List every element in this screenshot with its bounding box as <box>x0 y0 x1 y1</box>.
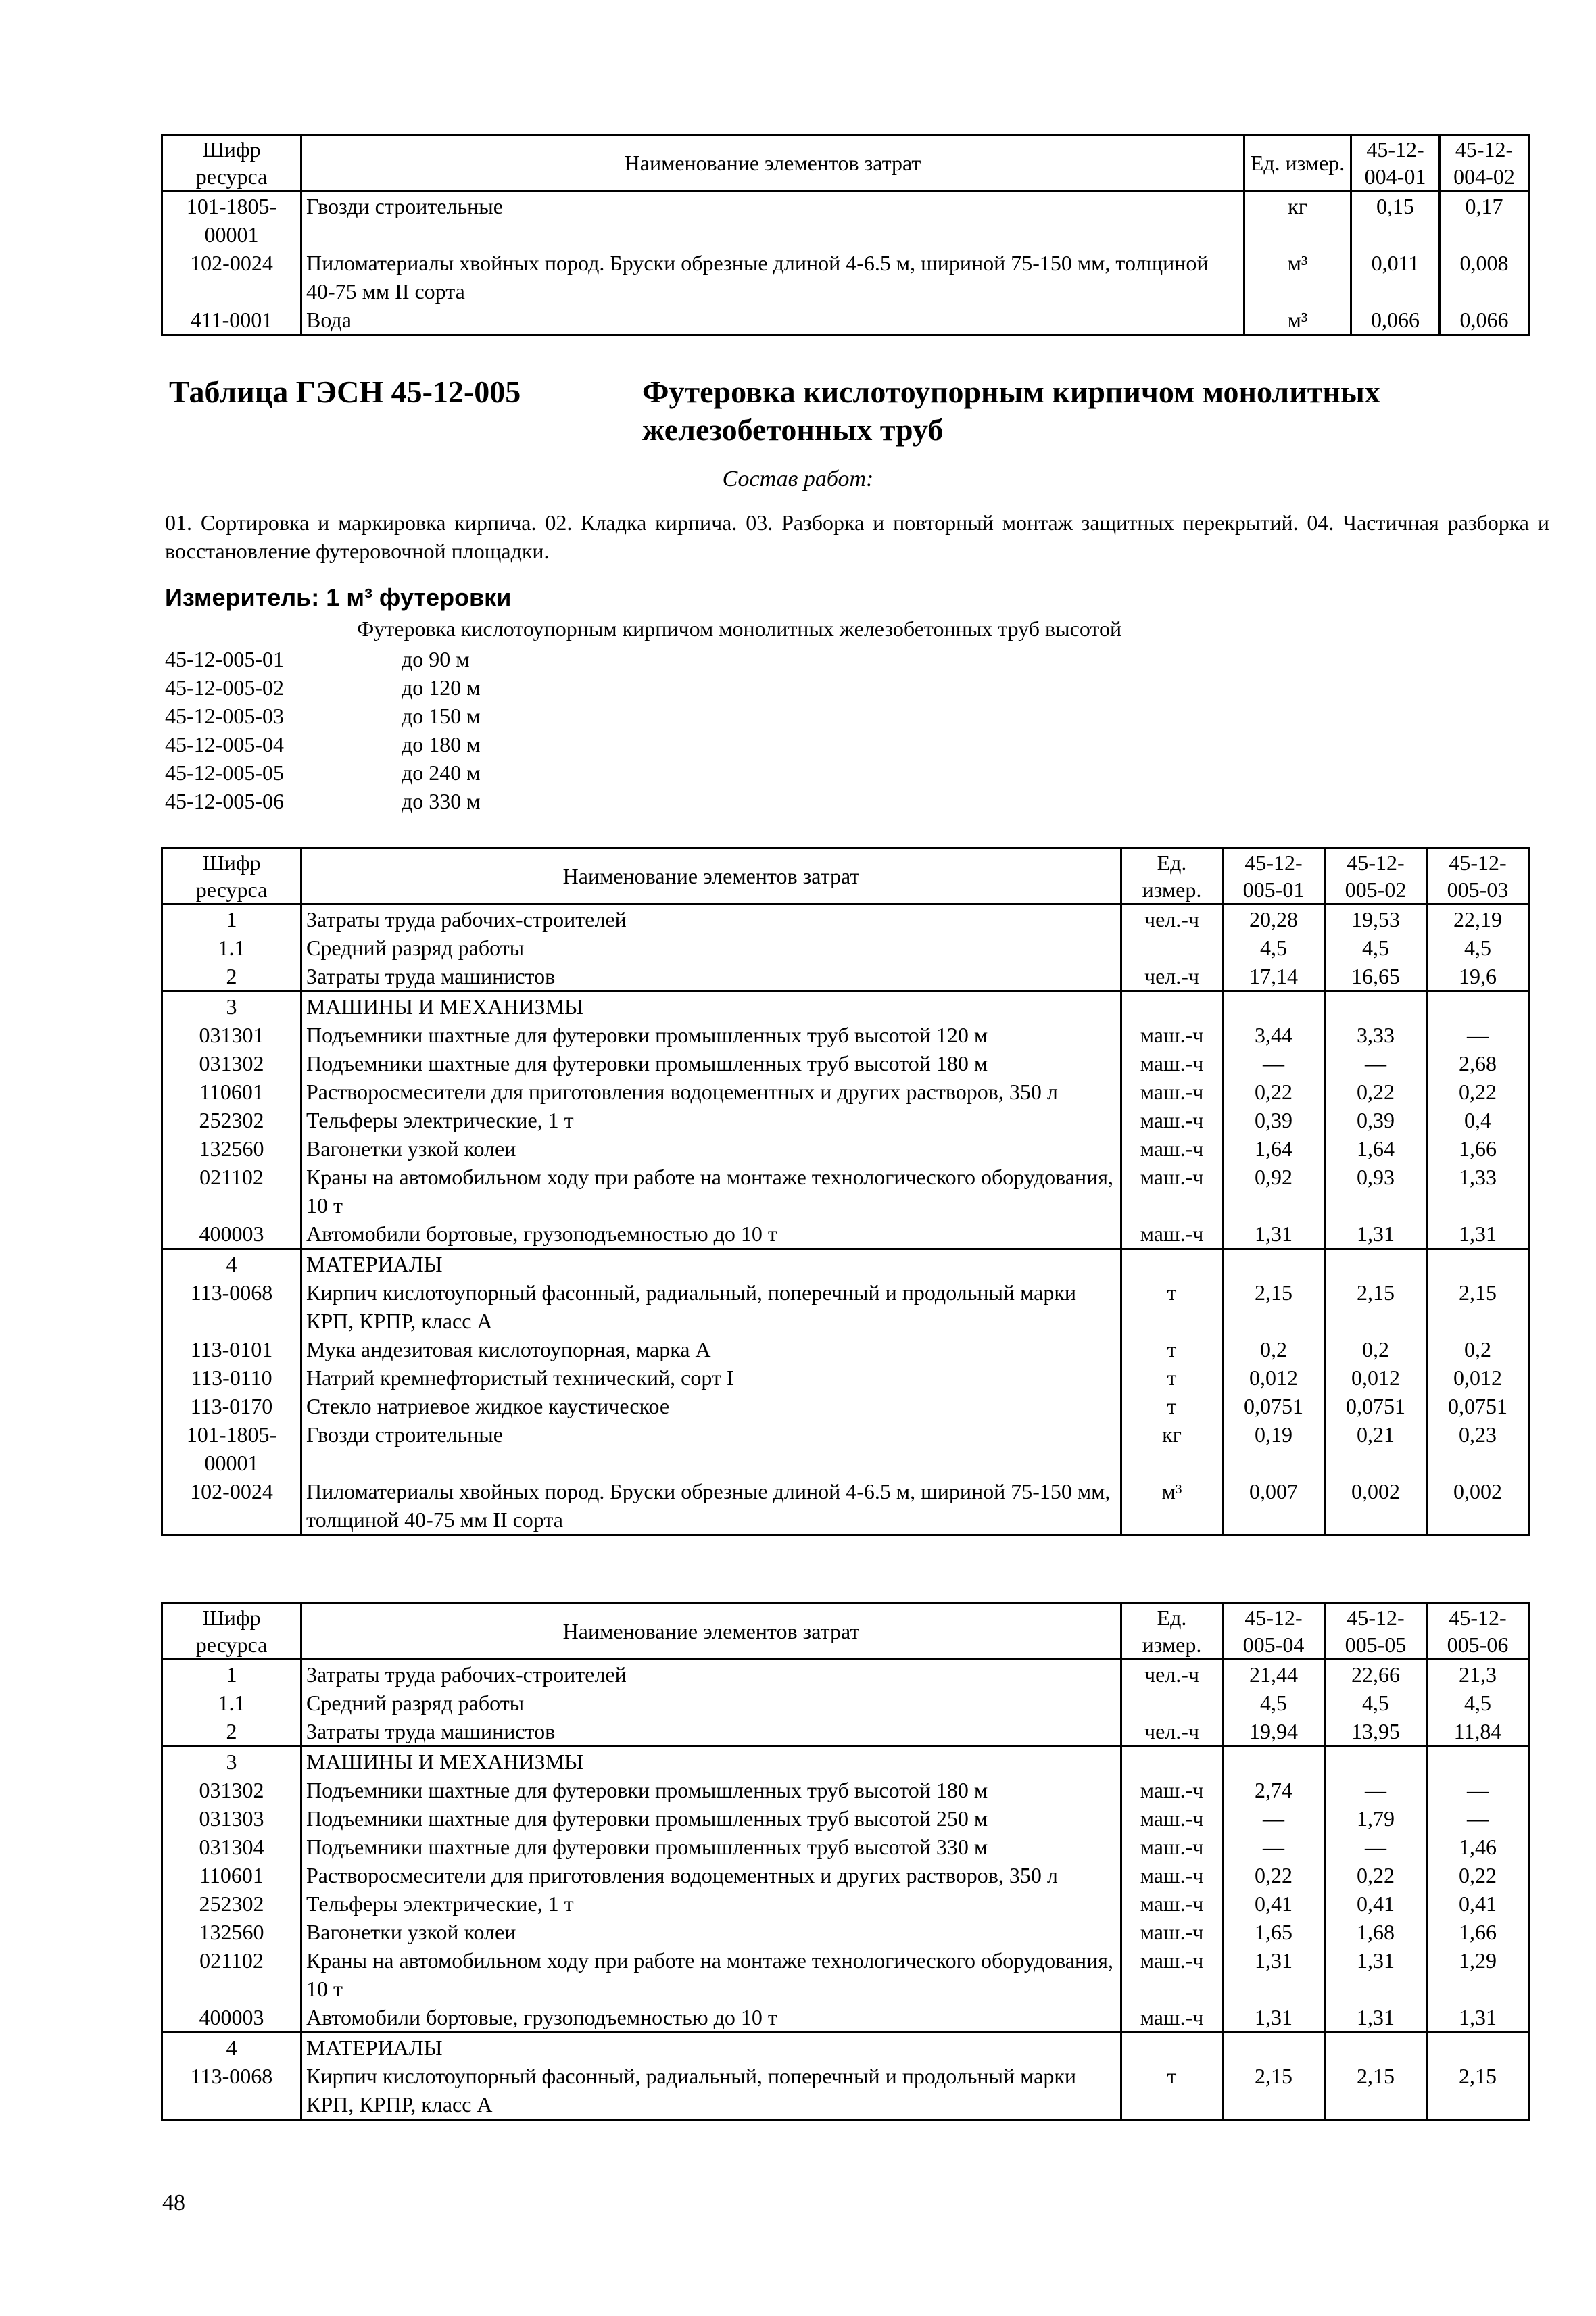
row-value: — <box>1223 1833 1325 1861</box>
row-name: Натрий кремнефтористый технический, сорт I <box>301 1364 1121 1392</box>
composition-heading: Состав работ: <box>722 466 874 491</box>
row-value: 4,5 <box>1223 1689 1325 1717</box>
table-row <box>162 1335 1529 1364</box>
row-name: Подъемники шахтные для футеровки промышленных труб высотой 180 м <box>301 1776 1121 1804</box>
variant-code: 45-12-005-04 <box>165 732 284 756</box>
section-row <box>162 1747 1529 1777</box>
row-code: 132560 <box>162 1918 301 1946</box>
row-value: 2,15 <box>1325 2062 1427 2120</box>
row-value: 4,5 <box>1325 934 1427 962</box>
header-code: Шифр ресурса <box>162 1603 301 1660</box>
row-value: 1,31 <box>1223 1946 1325 2003</box>
row-value: 1,31 <box>1223 2003 1325 2033</box>
variant-label: до 120 м <box>402 675 481 700</box>
row-value: 13,95 <box>1325 1717 1427 1747</box>
table-row <box>162 1689 1529 1717</box>
table-row <box>162 1278 1529 1335</box>
table-row <box>162 1717 1529 1747</box>
row-unit: чел.-ч <box>1121 962 1223 992</box>
row-value: 0,012 <box>1223 1364 1325 1392</box>
row-value: — <box>1427 1804 1529 1833</box>
row-value: 1,31 <box>1325 1946 1427 2003</box>
row-value: 0,0751 <box>1427 1392 1529 1420</box>
table-row <box>162 1477 1529 1535</box>
table-row <box>162 1021 1529 1049</box>
table-row <box>162 306 1529 335</box>
header-name: Наименование элементов затрат <box>301 848 1121 904</box>
row-value: 1,66 <box>1427 1134 1529 1163</box>
table-row <box>162 1364 1529 1392</box>
row-unit <box>1121 1249 1223 1279</box>
variant-code: 45-12-005-06 <box>165 789 284 813</box>
row-value: 0,41 <box>1223 1889 1325 1918</box>
row-value: — <box>1427 1021 1529 1049</box>
row-unit: маш.-ч <box>1121 1889 1223 1918</box>
row-value: 0,066 <box>1351 306 1440 335</box>
row-unit: маш.-ч <box>1121 1163 1223 1220</box>
row-value: 0,21 <box>1325 1420 1427 1477</box>
row-name: МАТЕРИАЛЫ <box>301 1249 1121 1279</box>
row-value: 21,3 <box>1427 1660 1529 1689</box>
row-value: 0,41 <box>1325 1889 1427 1918</box>
row-name: Кирпич кислотоупорный фасонный, радиальный, поперечный и продольный марки КРП, КРПР, класс А <box>301 1278 1121 1335</box>
row-unit <box>1121 934 1223 962</box>
row-value: 0,22 <box>1223 1078 1325 1106</box>
row-value <box>1325 1747 1427 1777</box>
row-value: 0,2 <box>1223 1335 1325 1364</box>
row-value: 0,93 <box>1325 1163 1427 1220</box>
table-row <box>162 1833 1529 1861</box>
table-row <box>162 934 1529 962</box>
row-value: 0,19 <box>1223 1420 1325 1477</box>
row-name: Средний разряд работы <box>301 1689 1121 1717</box>
row-value: 0,2 <box>1427 1335 1529 1364</box>
row-code: 102-0024 <box>162 249 301 306</box>
row-name: МАШИНЫ И МЕХАНИЗМЫ <box>301 1747 1121 1777</box>
row-code: 1 <box>162 904 301 934</box>
row-code: 101-1805-00001 <box>162 191 301 249</box>
row-value: 20,28 <box>1223 904 1325 934</box>
row-value: 0,002 <box>1325 1477 1427 1535</box>
row-value: — <box>1427 1776 1529 1804</box>
header-col: 45-12-005-04 <box>1223 1603 1325 1660</box>
row-name: Затраты труда рабочих-строителей <box>301 1660 1121 1689</box>
row-unit: м³ <box>1121 1477 1223 1535</box>
row-value <box>1427 1747 1529 1777</box>
row-value: 4,5 <box>1223 934 1325 962</box>
variant-row <box>165 730 481 758</box>
row-code: 1.1 <box>162 1689 301 1717</box>
row-unit: маш.-ч <box>1121 1833 1223 1861</box>
variant-code: 45-12-005-03 <box>165 704 284 728</box>
table-row <box>162 1392 1529 1420</box>
row-value: 0,15 <box>1351 191 1440 249</box>
row-value: 3,44 <box>1223 1021 1325 1049</box>
row-value: 0,008 <box>1440 249 1529 306</box>
row-code: 3 <box>162 992 301 1021</box>
variant-label: до 180 м <box>402 732 481 756</box>
row-name: МАТЕРИАЛЫ <box>301 2033 1121 2062</box>
row-value: 0,011 <box>1351 249 1440 306</box>
row-unit: маш.-ч <box>1121 1776 1223 1804</box>
row-name: Пиломатериалы хвойных пород. Бруски обрезные длиной 4-6.5 м, шириной 75-150 мм, толщиной 40-75 мм II сорта <box>301 1477 1121 1535</box>
header-col: 45-12-004-01 <box>1351 135 1440 191</box>
table-body <box>162 904 1529 1535</box>
row-unit: т <box>1121 1335 1223 1364</box>
row-value: 1,31 <box>1223 1220 1325 1249</box>
row-value <box>1427 992 1529 1021</box>
header-col: 45-12-005-06 <box>1427 1603 1529 1660</box>
row-name: Краны на автомобильном ходу при работе на монтаже технологического оборудования, 10 т <box>301 1163 1121 1220</box>
row-name: Тельферы электрические, 1 т <box>301 1106 1121 1134</box>
row-value: 1,79 <box>1325 1804 1427 1833</box>
row-value: 4,5 <box>1427 1689 1529 1717</box>
row-value: 0,4 <box>1427 1106 1529 1134</box>
row-value: 19,6 <box>1427 962 1529 992</box>
row-value: 1,46 <box>1427 1833 1529 1861</box>
row-name: Подъемники шахтные для футеровки промышленных труб высотой 120 м <box>301 1021 1121 1049</box>
row-unit: м³ <box>1244 249 1351 306</box>
row-code: 113-0068 <box>162 2062 301 2120</box>
row-code: 021102 <box>162 1946 301 2003</box>
row-name: Пиломатериалы хвойных пород. Бруски обрезные длиной 4-6.5 м, шириной 75-150 мм, толщиной 40-75 мм II сорта <box>301 249 1244 306</box>
row-code: 113-0170 <box>162 1392 301 1420</box>
row-value: 1,31 <box>1427 1220 1529 1249</box>
row-value: 0,22 <box>1427 1861 1529 1889</box>
row-name: Мука андезитовая кислотоупорная, марка А <box>301 1335 1121 1364</box>
row-value <box>1325 2033 1427 2062</box>
row-value: — <box>1223 1804 1325 1833</box>
row-name: Краны на автомобильном ходу при работе на монтаже технологического оборудования, 10 т <box>301 1946 1121 2003</box>
row-value: 17,14 <box>1223 962 1325 992</box>
row-code: 132560 <box>162 1134 301 1163</box>
row-unit: маш.-ч <box>1121 1106 1223 1134</box>
row-value: 1,31 <box>1427 2003 1529 2033</box>
row-value: 2,15 <box>1223 2062 1325 2120</box>
header-col: 45-12-005-03 <box>1427 848 1529 904</box>
row-value: 0,23 <box>1427 1420 1529 1477</box>
row-unit: маш.-ч <box>1121 1804 1223 1833</box>
table-header-row <box>162 135 1529 191</box>
row-unit: чел.-ч <box>1121 904 1223 934</box>
row-unit <box>1121 1689 1223 1717</box>
row-unit: маш.-ч <box>1121 2003 1223 2033</box>
row-value <box>1223 992 1325 1021</box>
row-value: 11,84 <box>1427 1717 1529 1747</box>
resource-table-004 <box>161 134 1530 336</box>
row-unit <box>1121 1747 1223 1777</box>
row-unit: маш.-ч <box>1121 1918 1223 1946</box>
row-name: МАШИНЫ И МЕХАНИЗМЫ <box>301 992 1121 1021</box>
table-row <box>162 1861 1529 1889</box>
table-row <box>162 1804 1529 1833</box>
row-code: 102-0024 <box>162 1477 301 1535</box>
section-row <box>162 1249 1529 1279</box>
row-value: — <box>1223 1049 1325 1078</box>
resource-table-005-b <box>161 1602 1530 2121</box>
row-value: 1,64 <box>1223 1134 1325 1163</box>
table-header-row <box>162 1603 1529 1660</box>
row-unit: маш.-ч <box>1121 1021 1223 1049</box>
table-row <box>162 2003 1529 2033</box>
row-name: Автомобили бортовые, грузоподъемностью до 10 т <box>301 2003 1121 2033</box>
row-code: 110601 <box>162 1078 301 1106</box>
table-row <box>162 191 1529 249</box>
row-value: 2,68 <box>1427 1049 1529 1078</box>
row-value: 0,2 <box>1325 1335 1427 1364</box>
row-name: Автомобили бортовые, грузоподъемностью до 10 т <box>301 1220 1121 1249</box>
row-code: 031302 <box>162 1049 301 1078</box>
variant-label: до 90 м <box>402 647 470 671</box>
header-col: 45-12-005-02 <box>1325 848 1427 904</box>
row-value: 0,002 <box>1427 1477 1529 1535</box>
row-value: 22,19 <box>1427 904 1529 934</box>
row-unit: чел.-ч <box>1121 1717 1223 1747</box>
row-value: 21,44 <box>1223 1660 1325 1689</box>
row-value: 4,5 <box>1325 1689 1427 1717</box>
row-value: 0,22 <box>1325 1861 1427 1889</box>
row-value: 0,22 <box>1223 1861 1325 1889</box>
row-code: 031303 <box>162 1804 301 1833</box>
row-unit: т <box>1121 2062 1223 2120</box>
header-code: Шифр ресурса <box>162 848 301 904</box>
table-row <box>162 1420 1529 1477</box>
row-name: Тельферы электрические, 1 т <box>301 1889 1121 1918</box>
row-value <box>1325 1249 1427 1279</box>
row-value: 22,66 <box>1325 1660 1427 1689</box>
row-value: 1,64 <box>1325 1134 1427 1163</box>
row-value: 0,22 <box>1427 1078 1529 1106</box>
table-row <box>162 1220 1529 1249</box>
row-value: 1,66 <box>1427 1918 1529 1946</box>
table-row <box>162 1889 1529 1918</box>
table-row <box>162 1660 1529 1689</box>
header-col: 45-12-005-05 <box>1325 1603 1427 1660</box>
row-value <box>1427 1249 1529 1279</box>
header-col: 45-12-004-02 <box>1440 135 1529 191</box>
variant-row <box>165 787 481 815</box>
row-code: 411-0001 <box>162 306 301 335</box>
row-name: Подъемники шахтные для футеровки промышленных труб высотой 330 м <box>301 1833 1121 1861</box>
table-row <box>162 1918 1529 1946</box>
row-code: 4 <box>162 1249 301 1279</box>
table-header-row <box>162 848 1529 904</box>
table-row <box>162 1078 1529 1106</box>
row-code: 021102 <box>162 1163 301 1220</box>
row-code: 031304 <box>162 1833 301 1861</box>
row-name: Гвозди строительные <box>301 1420 1121 1477</box>
row-unit: кг <box>1244 191 1351 249</box>
row-name: Стекло натриевое жидкое каустическое <box>301 1392 1121 1420</box>
header-unit: Ед. измер. <box>1121 848 1223 904</box>
row-name: Растворосмесители для приготовления водоцементных и других растворов, 350 л <box>301 1861 1121 1889</box>
header-unit: Ед. измер. <box>1121 1603 1223 1660</box>
row-name: Подъемники шахтные для футеровки промышленных труб высотой 250 м <box>301 1804 1121 1833</box>
row-code: 031301 <box>162 1021 301 1049</box>
table-row <box>162 1106 1529 1134</box>
row-name: Средний разряд работы <box>301 934 1121 962</box>
variant-label: до 150 м <box>402 704 481 728</box>
row-unit: м³ <box>1244 306 1351 335</box>
row-value: 0,007 <box>1223 1477 1325 1535</box>
row-code: 3 <box>162 1747 301 1777</box>
row-code: 031302 <box>162 1776 301 1804</box>
table-label: Таблица ГЭСН 45-12-005 <box>169 375 521 409</box>
operations-text: 01. Сортировка и маркировка кирпича. 02. Кладка кирпича. 03. Разборка и повторный монтаж защитных перекрытий. 04. Частичная разборка и восстановление футеровочной площадки. <box>165 510 1549 563</box>
row-value: 0,17 <box>1440 191 1529 249</box>
section-row <box>162 992 1529 1021</box>
variant-label: до 330 м <box>402 789 481 813</box>
table-row <box>162 2062 1529 2120</box>
row-code: 2 <box>162 962 301 992</box>
row-value: — <box>1325 1776 1427 1804</box>
row-code: 2 <box>162 1717 301 1747</box>
row-unit: маш.-ч <box>1121 1049 1223 1078</box>
row-value: 1,31 <box>1325 2003 1427 2033</box>
row-unit: маш.-ч <box>1121 1946 1223 2003</box>
row-value: 0,41 <box>1427 1889 1529 1918</box>
row-value: 19,94 <box>1223 1717 1325 1747</box>
row-value: 2,15 <box>1427 2062 1529 2120</box>
row-value: 1,65 <box>1223 1918 1325 1946</box>
row-code: 110601 <box>162 1861 301 1889</box>
row-name: Растворосмесители для приготовления водоцементных и других растворов, 350 л <box>301 1078 1121 1106</box>
row-code: 252302 <box>162 1889 301 1918</box>
table-row <box>162 962 1529 992</box>
row-value: 0,0751 <box>1325 1392 1427 1420</box>
row-value: 2,15 <box>1325 1278 1427 1335</box>
row-value: 0,39 <box>1325 1106 1427 1134</box>
row-value: 16,65 <box>1325 962 1427 992</box>
row-name: Вода <box>301 306 1244 335</box>
row-code: 113-0110 <box>162 1364 301 1392</box>
resource-table-005-a <box>161 847 1530 1536</box>
row-value: 3,33 <box>1325 1021 1427 1049</box>
row-name: Затраты труда машинистов <box>301 962 1121 992</box>
row-value: 0,066 <box>1440 306 1529 335</box>
row-unit <box>1121 992 1223 1021</box>
variant-code: 45-12-005-01 <box>165 647 284 671</box>
row-unit: т <box>1121 1364 1223 1392</box>
row-value: 0,012 <box>1427 1364 1529 1392</box>
row-value: — <box>1325 1049 1427 1078</box>
variant-code: 45-12-005-02 <box>165 675 284 700</box>
row-value: 2,74 <box>1223 1776 1325 1804</box>
row-unit: маш.-ч <box>1121 1220 1223 1249</box>
row-value: 1,29 <box>1427 1946 1529 2003</box>
row-unit: маш.-ч <box>1121 1861 1223 1889</box>
row-value: 0,39 <box>1223 1106 1325 1134</box>
variant-row <box>165 673 481 702</box>
row-code: 4 <box>162 2033 301 2062</box>
header-name: Наименование элементов затрат <box>301 1603 1121 1660</box>
variant-label: до 240 м <box>402 761 481 785</box>
row-value: 1,68 <box>1325 1918 1427 1946</box>
row-value: 19,53 <box>1325 904 1427 934</box>
table-row <box>162 249 1529 306</box>
table-row <box>162 1776 1529 1804</box>
row-code: 252302 <box>162 1106 301 1134</box>
section-row <box>162 2033 1529 2062</box>
row-name: Подъемники шахтные для футеровки промышленных труб высотой 180 м <box>301 1049 1121 1078</box>
row-unit: маш.-ч <box>1121 1134 1223 1163</box>
row-name: Гвозди строительные <box>301 191 1244 249</box>
row-name: Затраты труда рабочих-строителей <box>301 904 1121 934</box>
variant-code: 45-12-005-05 <box>165 761 284 785</box>
header-unit: Ед. измер. <box>1244 135 1351 191</box>
row-code: 400003 <box>162 2003 301 2033</box>
row-value: 1,33 <box>1427 1163 1529 1220</box>
variant-row <box>165 758 481 787</box>
row-name: Вагонетки узкой колеи <box>301 1918 1121 1946</box>
row-value: 0,92 <box>1223 1163 1325 1220</box>
header-col: 45-12-005-01 <box>1223 848 1325 904</box>
row-unit: маш.-ч <box>1121 1078 1223 1106</box>
row-code: 400003 <box>162 1220 301 1249</box>
row-code: 101-1805-00001 <box>162 1420 301 1477</box>
row-value: 2,15 <box>1427 1278 1529 1335</box>
row-unit: чел.-ч <box>1121 1660 1223 1689</box>
table-title: Футеровка кислотоупорным кирпичом монолитных железобетонных труб <box>642 375 1380 447</box>
variant-title: Футеровка кислотоупорным кирпичом монолитных железобетонных труб высотой <box>357 617 1122 641</box>
row-value: 4,5 <box>1427 934 1529 962</box>
table-row <box>162 1163 1529 1220</box>
row-name: Вагонетки узкой колеи <box>301 1134 1121 1163</box>
row-unit: т <box>1121 1392 1223 1420</box>
row-unit: т <box>1121 1278 1223 1335</box>
row-value: — <box>1325 1833 1427 1861</box>
table-row <box>162 1946 1529 2003</box>
table-row <box>162 1049 1529 1078</box>
measure-unit: Измеритель: 1 м³ футеровки <box>165 583 512 611</box>
variant-row <box>165 645 470 673</box>
row-code: 1.1 <box>162 934 301 962</box>
row-value <box>1223 2033 1325 2062</box>
row-name: Затраты труда машинистов <box>301 1717 1121 1747</box>
table-body <box>162 1660 1529 2120</box>
header-code: Шифр ресурса <box>162 135 301 191</box>
row-code: 113-0101 <box>162 1335 301 1364</box>
row-value: 0,22 <box>1325 1078 1427 1106</box>
row-code: 113-0068 <box>162 1278 301 1335</box>
row-unit: кг <box>1121 1420 1223 1477</box>
page-number: 48 <box>162 2190 185 2215</box>
row-value <box>1223 1249 1325 1279</box>
row-value: 2,15 <box>1223 1278 1325 1335</box>
table-body <box>162 191 1529 335</box>
row-unit <box>1121 2033 1223 2062</box>
table-row <box>162 904 1529 934</box>
variant-row <box>165 702 481 730</box>
row-name: Кирпич кислотоупорный фасонный, радиальный, поперечный и продольный марки КРП, КРПР, класс А <box>301 2062 1121 2120</box>
row-value: 1,31 <box>1325 1220 1427 1249</box>
row-value <box>1427 2033 1529 2062</box>
table-row <box>162 1134 1529 1163</box>
header-name: Наименование элементов затрат <box>301 135 1244 191</box>
row-value <box>1325 992 1427 1021</box>
row-code: 1 <box>162 1660 301 1689</box>
row-value: 0,012 <box>1325 1364 1427 1392</box>
row-value <box>1223 1747 1325 1777</box>
row-value: 0,0751 <box>1223 1392 1325 1420</box>
